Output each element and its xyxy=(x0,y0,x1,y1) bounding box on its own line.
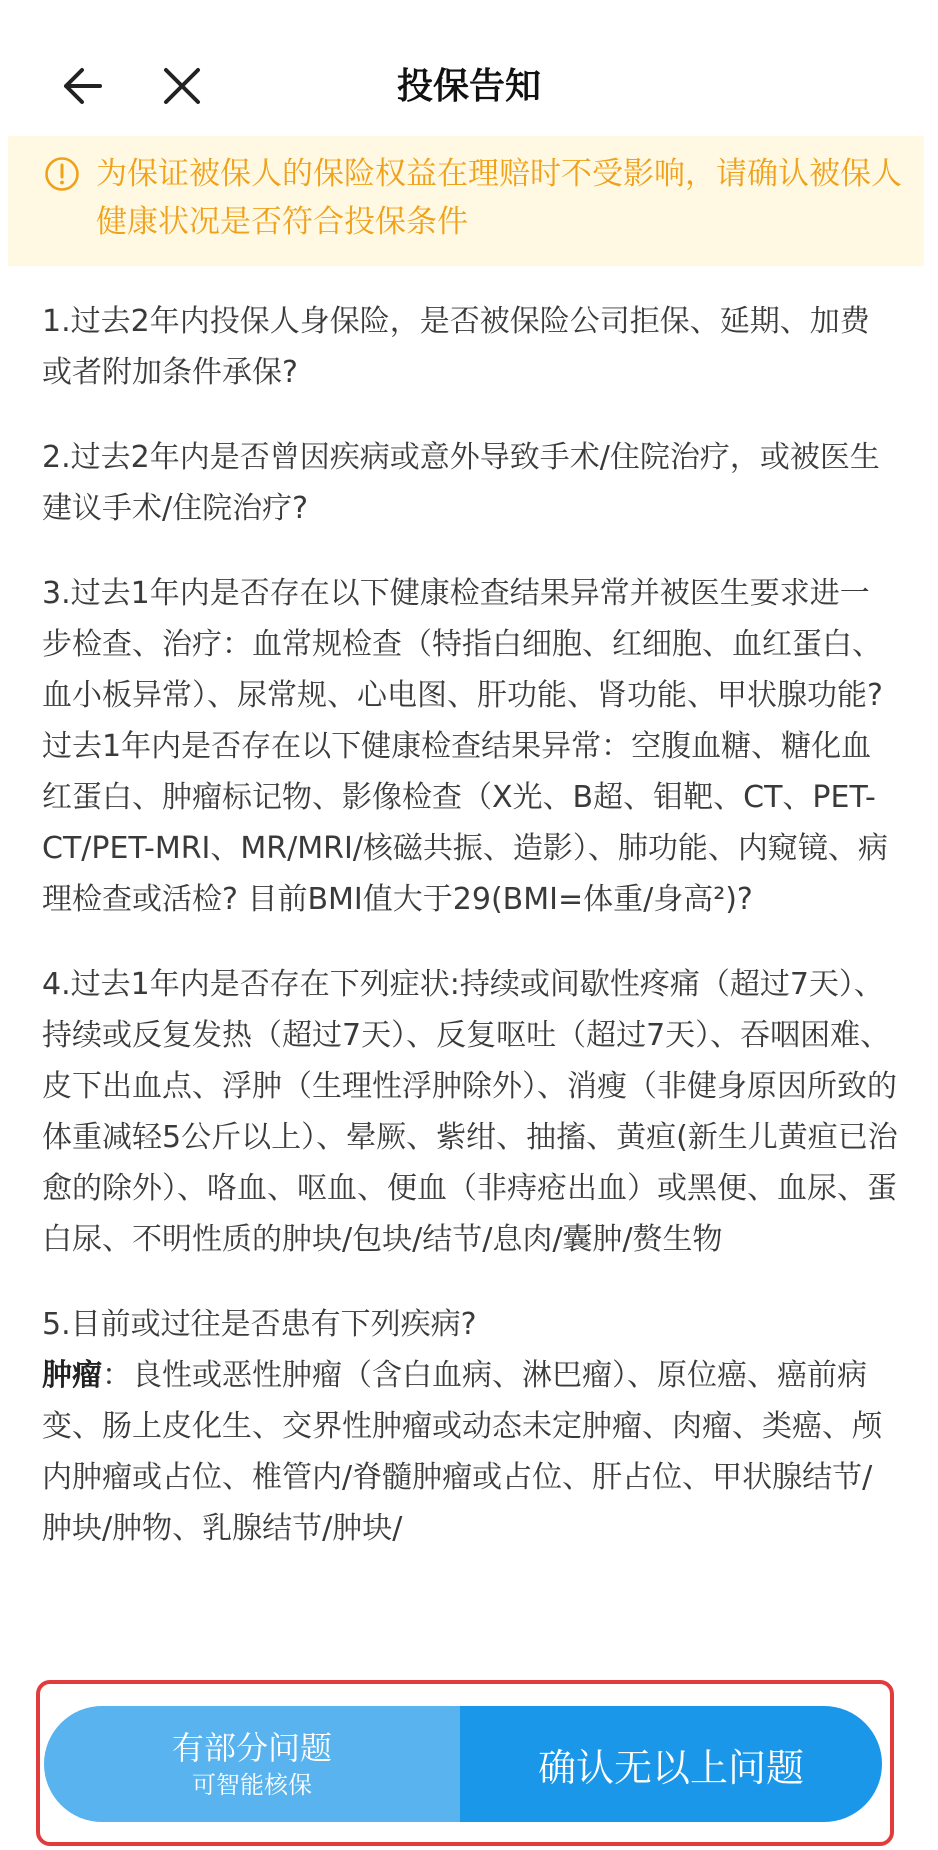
tumor-label: 肿瘤 xyxy=(42,1358,102,1393)
page-title: 投保告知 xyxy=(396,66,541,107)
warning-circle-icon xyxy=(44,156,80,192)
question-2: 2.过去2年内是否曾因疾病或意外导致手术/住院治疗，或被医生建议手术/住院治疗? xyxy=(42,440,880,526)
question-4: 4.过去1年内是否存在下列症状:持续或间歇性疼痛（超过7天）、持续或反复发热（超过7天）、反复呕吐（超过7天）、吞咽困难、皮下出血点、浮肿（生理性浮肿除外）、消瘦（非健身原因所致的体重减轻5公斤以上）、晕厥、紫绀、抽搐、黄疸(新生儿黄疸已治愈的除外）、咯血、呕血、便血（非痔疮出血）或黑便、血尿、蛋白尿、不明性质的肿块/包块/结节/息肉/囊肿/赘生物 xyxy=(42,967,898,1257)
tumor-text: ：良性或恶性肿瘤（含白血病、淋巴瘤）、原位癌、癌前病变、肠上皮化生、交界性肿瘤或动态未定肿瘤、肉瘤、类癌、颅内肿瘤或占位、椎管内/脊髓肿瘤或占位、肝占位、甲状腺结节/肿块/肿物、乳腺结节/肿块/ xyxy=(42,1358,882,1546)
question-5 xyxy=(42,1299,898,1554)
confirm-no-issues-button[interactable]: 确认无以上问题 xyxy=(460,1706,882,1822)
partial-issues-label: 有部分问题 xyxy=(171,1729,332,1767)
notice-banner xyxy=(8,136,924,266)
smart-underwriting-label: 可智能核保 xyxy=(192,1771,312,1799)
questions-content xyxy=(42,296,898,1676)
question-5-title: 5.目前或过往是否患有下列疾病? xyxy=(42,1307,477,1342)
question-1: 1.过去2年内投保人身保险，是否被保险公司拒保、延期、加费或者附加条件承保? xyxy=(42,304,870,390)
notice-text: 为保证被保人的保险权益在理赔时不受影响，请确认被保人健康状况是否符合投保条件 xyxy=(96,156,902,240)
question-3: 3.过去1年内是否存在以下健康检查结果异常并被医生要求进一步检查、治疗：血常规检查（特指白细胞、红细胞、血红蛋白、血小板异常）、尿常规、心电图、肝功能、肾功能、甲状腺功能? 过去1年内是否存在以下健康检查结果异常：空腹血糖、糖化血红蛋白、肿瘤标记物、影像检查（X光、B超、钼靶、CT、PET-CT/PET-MRI、MR/MRI/核磁共振、造影）、肺功能、内窥镜、病理检查或活检? 目前BMI值大于29(BMI=体重/身高²)? xyxy=(42,576,888,917)
red-highlight-box xyxy=(36,1680,894,1846)
